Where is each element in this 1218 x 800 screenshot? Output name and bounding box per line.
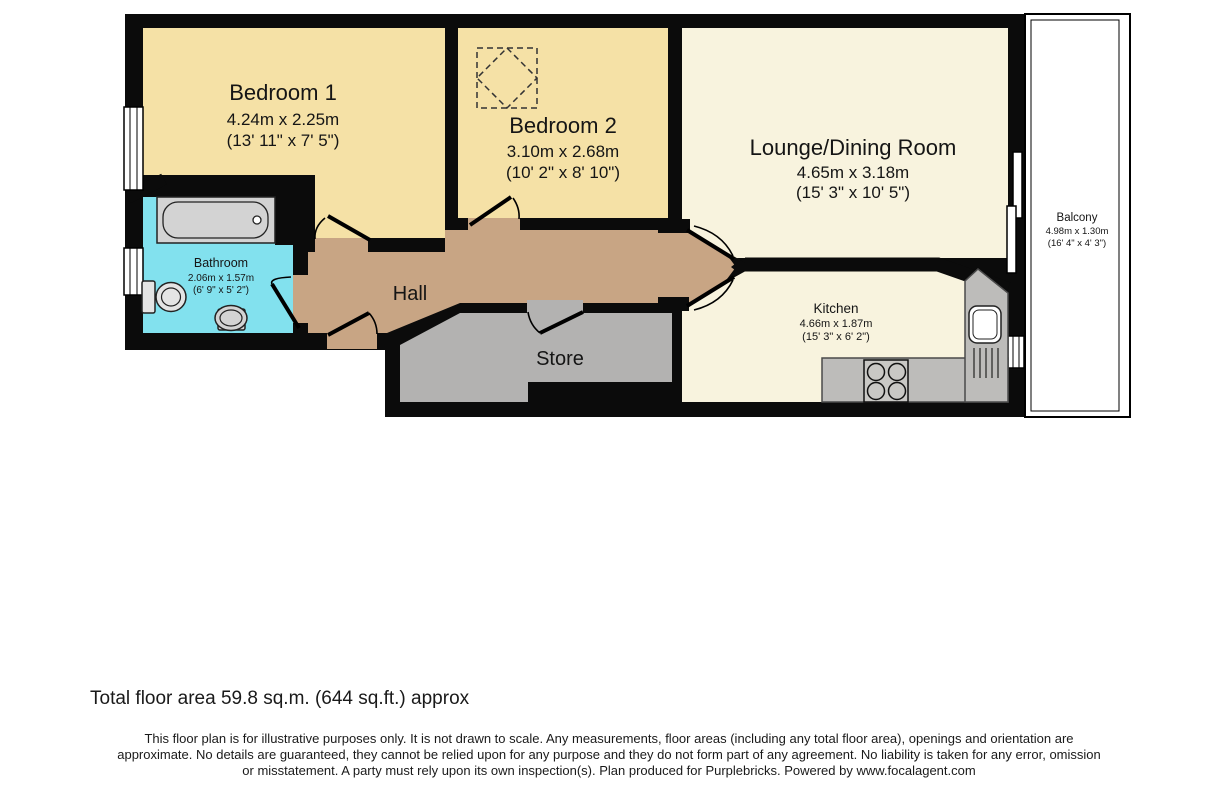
bathroom-dims-metric: 2.06m x 1.57m xyxy=(187,273,255,284)
balcony-dims-imperial: (16' 4" x 4' 3") xyxy=(1047,238,1107,249)
disclaimer-text xyxy=(0,731,1218,779)
kitchen-dims-imperial: (15' 3" x 6' 2") xyxy=(802,331,870,343)
store-door-opening xyxy=(527,300,583,313)
bedroom2-label: Bedroom 2 xyxy=(509,113,617,138)
bedroom1-dims-imperial: (13' 11" x 7' 5") xyxy=(226,131,340,150)
bedroom1-label: Bedroom 1 xyxy=(229,80,337,105)
bedroom2-dims-imperial: (10' 2" x 8' 10") xyxy=(505,163,621,182)
store-label: Store xyxy=(536,348,584,370)
balcony-label: Balcony xyxy=(1056,212,1098,224)
bathroom-dims-imperial: (6' 9" x 5' 2") xyxy=(193,285,249,296)
lounge-entry-upper-stub xyxy=(658,219,690,233)
bathroom-label: Bathroom xyxy=(193,256,249,270)
disclaimer-line-3: or misstatement. A party must rely upon its own inspection(s). Plan produced for Purplebricks. Powered by www.focalagent.com xyxy=(242,763,976,778)
total-floor-area-text: Total floor area 59.8 sq.m. (644 sq.ft.) approx xyxy=(90,688,470,709)
lounge-entry-lower-stub xyxy=(658,297,689,311)
lounge-dims-metric: 4.65m x 3.18m xyxy=(796,163,910,182)
kitchen-window xyxy=(1008,336,1024,368)
entrance-door-opening xyxy=(327,333,377,349)
disclaimer-line-2: approximate. No details are guaranteed, they cannot be relied upon for any purpose and they do not form part of any agreement. No liability is taken for any error, omission xyxy=(117,747,1101,762)
bedroom2-dims-metric: 3.10m x 2.68m xyxy=(506,142,620,161)
bathroom-window xyxy=(124,248,143,295)
hob xyxy=(864,360,908,402)
bedroom1-window xyxy=(124,107,143,190)
lounge-label: Lounge/Dining Room xyxy=(749,135,957,160)
bedroom1-door-opening xyxy=(315,238,368,252)
kitchen-label: Kitchen xyxy=(813,301,859,316)
bathroom-door-opening xyxy=(293,275,308,323)
lounge-dims-imperial: (15' 3" x 10' 5") xyxy=(795,183,911,202)
bedroom1-dims-metric: 4.24m x 2.25m xyxy=(226,110,340,129)
hall-label: Hall xyxy=(392,283,428,305)
kitchen-dims-metric: 4.66m x 1.87m xyxy=(799,318,873,330)
washbasin xyxy=(215,306,247,331)
disclaimer-line-1: This floor plan is for illustrative purposes only. It is not drawn to scale. Any measurements, floor areas (including any total floor area), openings and orientation are xyxy=(144,731,1074,746)
bathtub xyxy=(157,197,275,243)
toilet xyxy=(142,281,186,313)
balcony-dims-metric: 4.98m x 1.30m xyxy=(1045,226,1109,237)
